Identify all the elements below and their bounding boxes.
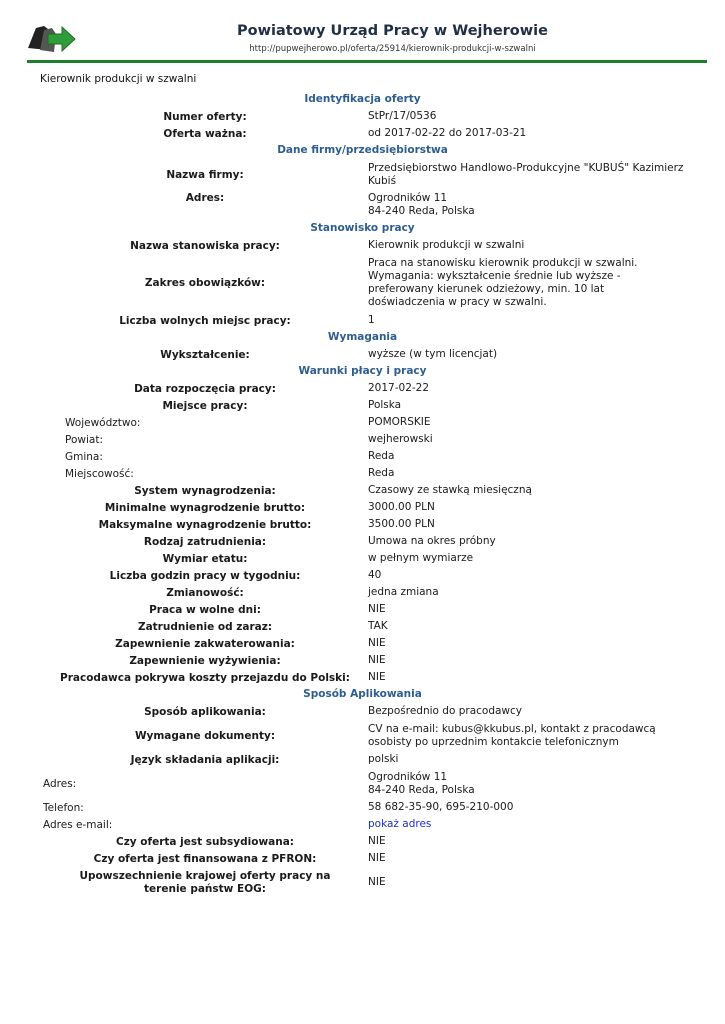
offer-details [0, 91, 725, 898]
field-value: 40 [368, 569, 382, 581]
field-label: Zapewnienie zakwaterowania: [115, 637, 295, 650]
arrow-logo-icon [26, 22, 76, 56]
field-label: Maksymalne wynagrodzenie brutto: [98, 518, 312, 531]
site-title: Powiatowy Urząd Pracy w Wejherowie [237, 23, 548, 39]
page-url: http://pupwejherowo.pl/oferta/25914/kierownik-produkcji-w-szwalni [249, 44, 536, 54]
field-value: wyższe (w tym licencjat) [368, 348, 498, 360]
field-label: Adres: [185, 192, 225, 204]
row-jezyk-aplikacji [0, 751, 725, 768]
field-label: Adres: [43, 777, 77, 790]
page-title: Kierownik produkcji w szwalni [40, 73, 197, 85]
field-value: 1 [368, 314, 375, 326]
row-rodzaj-zatrudnienia [0, 533, 725, 550]
field-label: Język składania aplikacji: [130, 753, 280, 766]
row-adres-aplikacji [0, 768, 725, 799]
section-heading-identyfikacja: Identyfikacja oferty [304, 93, 421, 105]
row-oferta-wazna [0, 125, 725, 142]
section-heading-aplikowanie: Sposób Aplikowania [303, 688, 422, 700]
field-value: Reda [368, 450, 395, 462]
show-email-link[interactable]: pokaż adres [368, 818, 432, 830]
field-label: Data rozpoczęcia pracy: [134, 382, 276, 395]
field-label: Numer oferty: [163, 110, 247, 123]
field-label: Praca w wolne dni: [149, 603, 261, 616]
field-label: Miejsce pracy: [162, 399, 248, 412]
field-value: polski [368, 753, 399, 765]
field-value: POMORSKIE [368, 416, 431, 428]
field-label: Zakres obowiązków: [144, 277, 266, 289]
field-value: 3500.00 PLN [368, 518, 435, 530]
field-value: Praca na stanowisku kierownik produkcji w szwalni. Wymagania: wykształcenie średnie lub wyższe - preferowany kierunek odzieżowy, min. 10 lat doświadczenia w pracy w szwalni. [368, 257, 638, 308]
row-sposob-aplikowania [0, 703, 725, 720]
section-heading-warunki: Warunki płacy i pracy [298, 365, 427, 377]
field-label: Nazwa stanowiska pracy: [130, 239, 280, 252]
field-label: Gmina: [65, 450, 103, 463]
field-value: Polska [368, 399, 402, 411]
row-adres-email [0, 816, 725, 833]
field-label: Zapewnienie wyżywienia: [129, 654, 281, 667]
field-value: CV na e-mail: kubus@kkubus.pl, kontakt z pracodawcą osobisty po uprzednim kontakcie telefonicznym [368, 722, 656, 748]
field-value: TAK [368, 620, 388, 632]
row-numer-oferty [0, 108, 725, 125]
field-label: Czy oferta jest subsydiowana: [115, 835, 294, 848]
field-label: Województwo: [65, 416, 141, 429]
field-label: Zatrudnienie od zaraz: [137, 620, 273, 633]
row-wyksztalcenie [0, 346, 725, 363]
row-min-wynagrodzenie [0, 499, 725, 516]
row-zakwaterowanie [0, 635, 725, 652]
field-value: NIE [368, 603, 386, 615]
header-divider [27, 60, 707, 63]
row-wymiar-etatu [0, 550, 725, 567]
field-label: Pracodawca pokrywa koszty przejazdu do Polski: [60, 671, 350, 684]
section-heading-wymagania: Wymagania [327, 331, 398, 343]
field-label: Rodzaj zatrudnienia: [143, 535, 267, 548]
row-nazwa-firmy [0, 159, 725, 190]
row-gmina [0, 448, 725, 465]
field-value: NIE [368, 876, 386, 888]
row-miejscowosc [0, 465, 725, 482]
field-label: Miejscowość: [65, 467, 134, 480]
field-label: System wynagrodzenia: [134, 484, 276, 497]
field-value: Kierownik produkcji w szwalni [368, 239, 525, 251]
row-wymagane-dokumenty [0, 720, 725, 751]
field-label: Czy oferta jest finansowana z PFRON: [93, 852, 317, 865]
section-heading-firma: Dane firmy/przedsiębiorstwa [277, 144, 448, 156]
row-powiat [0, 431, 725, 448]
field-value [368, 816, 688, 833]
row-zakres-obowiazkow [0, 254, 725, 312]
section-heading-stanowisko: Stanowisko pracy [310, 222, 415, 234]
row-system-wynagrodzenia [0, 482, 725, 499]
site-header [0, 0, 725, 64]
field-label: Powiat: [65, 433, 103, 446]
row-max-wynagrodzenie [0, 516, 725, 533]
field-value: NIE [368, 835, 386, 847]
field-value: jedna zmiana [368, 586, 439, 598]
field-value: 58 682-35-90, 695-210-000 [368, 801, 514, 813]
field-label: Upowszechnienie krajowej oferty pracy na terenie państw EOG: [79, 869, 331, 895]
field-label: Minimalne wynagrodzenie brutto: [104, 501, 306, 514]
row-zmianowosc [0, 584, 725, 601]
field-value: Czasowy ze stawką miesięczną [368, 484, 532, 496]
field-value: od 2017-02-22 do 2017-03-21 [368, 127, 527, 139]
row-wojewodztwo [0, 414, 725, 431]
field-value: w pełnym wymiarze [368, 552, 474, 564]
field-value: Bezpośrednio do pracodawcy [368, 705, 522, 717]
field-value: 2017-02-22 [368, 382, 430, 394]
field-value: Ogrodników 11 84-240 Reda, Polska [368, 192, 475, 217]
field-value: Ogrodników 11 84-240 Reda, Polska [368, 770, 475, 796]
field-label: Nazwa firmy: [166, 168, 244, 181]
field-label: Liczba godzin pracy w tygodniu: [109, 569, 301, 582]
field-value: wejherowski [368, 433, 433, 445]
field-label: Telefon: [43, 801, 84, 814]
row-telefon [0, 799, 725, 816]
row-subsydiowana [0, 833, 725, 850]
field-label: Sposób aplikowania: [144, 705, 266, 718]
field-value: Przedsiębiorstwo Handlowo-Produkcyjne "KUBUŚ" Kazimierz Kubiś [368, 161, 684, 187]
field-label: Wymiar etatu: [162, 552, 248, 565]
row-adres-firmy [0, 190, 725, 220]
field-label: Zmianowość: [166, 586, 244, 599]
row-eog [0, 867, 725, 898]
row-wyzywienie [0, 652, 725, 669]
row-data-rozpoczecia [0, 380, 725, 397]
row-miejsce-pracy [0, 397, 725, 414]
field-value: StPr/17/0536 [368, 110, 437, 122]
row-liczba-miejsc [0, 312, 725, 329]
field-value: NIE [368, 671, 386, 683]
field-value: Umowa na okres próbny [368, 535, 496, 547]
field-label: Adres e-mail: [43, 818, 113, 831]
field-value: NIE [368, 852, 386, 864]
row-godziny-tydzien [0, 567, 725, 584]
field-value: 3000.00 PLN [368, 501, 435, 513]
row-koszty-przejazdu [0, 669, 725, 686]
row-nazwa-stanowiska [0, 237, 725, 254]
field-label: Wykształcenie: [160, 348, 250, 361]
field-value: Reda [368, 467, 395, 479]
row-pfron [0, 850, 725, 867]
field-label: Wymagane dokumenty: [134, 729, 276, 742]
field-value: NIE [368, 654, 386, 666]
field-value: NIE [368, 637, 386, 649]
field-label: Oferta ważna: [163, 127, 247, 140]
row-zatrudnienie-od-zaraz [0, 618, 725, 635]
field-label: Liczba wolnych miejsc pracy: [119, 314, 291, 327]
row-praca-wolne-dni [0, 601, 725, 618]
